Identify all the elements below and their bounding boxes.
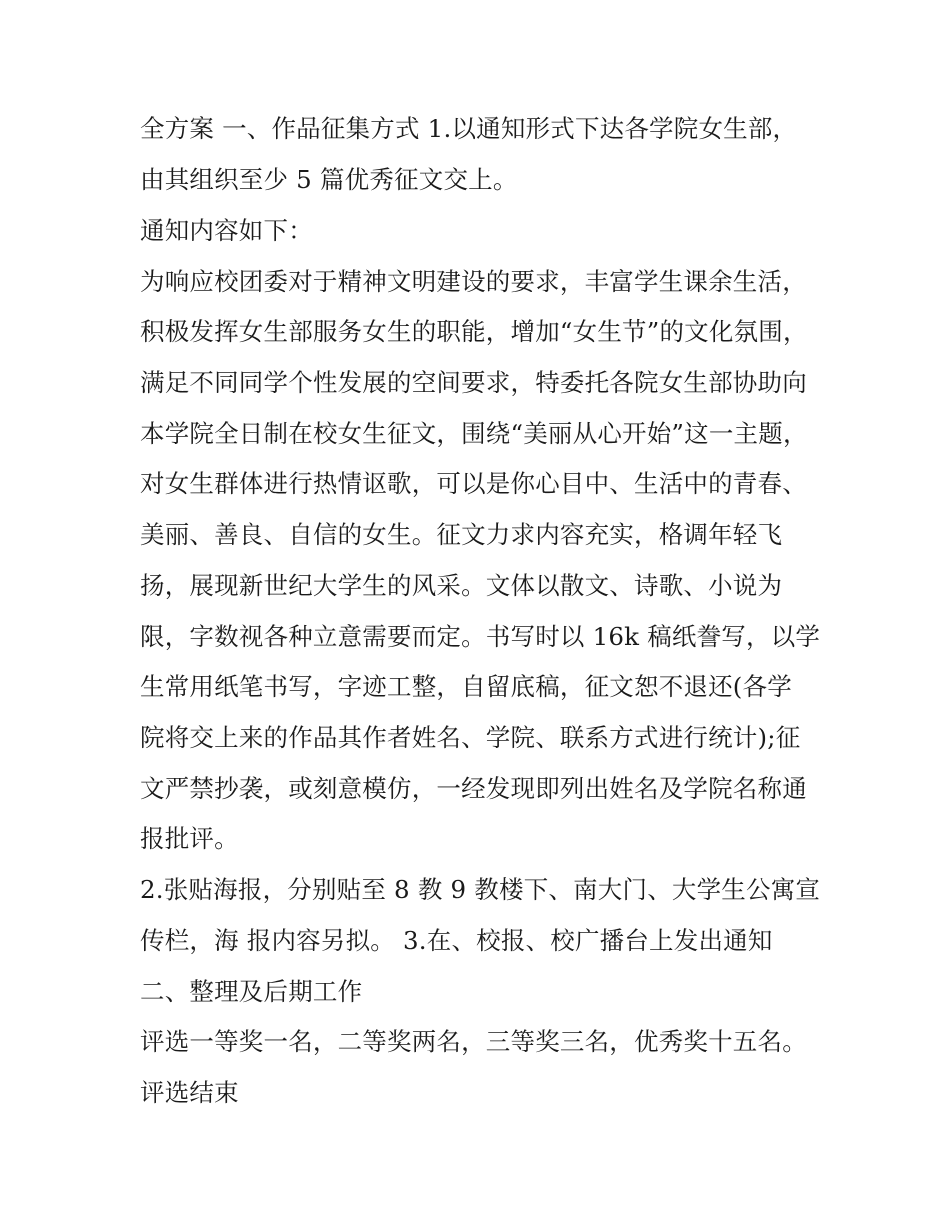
text-line: 本学院全日制在校女生征文，围绕“美丽从心开始”这一主题， bbox=[140, 419, 808, 448]
text-line: 扬，展现新世纪大学生的风采。文体以散文、诗歌、小说为 bbox=[140, 571, 783, 600]
text-line: 积极发挥女生部服务女生的职能，增加“女生节”的文化氛围， bbox=[140, 317, 808, 346]
text-line: 传栏，海 报内容另拟。 3.在、校报、校广播台上发出通知 bbox=[140, 926, 773, 955]
text-line: 生常用纸笔书写，字迹工整，自留底稿，征文恕不退还(各学 bbox=[140, 672, 792, 701]
text-line: 通知内容如下： bbox=[140, 216, 313, 245]
text-line: 院将交上来的作品其作者姓名、学院、联系方式进行统计);征 bbox=[140, 723, 801, 752]
text-line: 满足不同同学个性发展的空间要求，特委托各院女生部协助向 bbox=[140, 368, 807, 397]
section-heading: 二、整理及后期工作 bbox=[140, 977, 363, 1006]
text-line: 由其组织至少 5 篇优秀征文交上。 bbox=[140, 165, 518, 194]
text-line: 2.张贴海报，分别贴至 8 教 9 教楼下、南大门、大学生公寓宣 bbox=[140, 875, 821, 904]
text-line: 报批评。 bbox=[140, 824, 239, 853]
text-line: 对女生群体进行热情讴歌，可以是你心目中、生活中的青春、 bbox=[140, 469, 807, 498]
text-line: 文严禁抄袭，或刻意模仿，一经发现即列出姓名及学院名称通 bbox=[140, 774, 807, 803]
text-line: 评选一等奖一名，二等奖两名，三等奖三名，优秀奖十五名。 bbox=[140, 1027, 807, 1056]
text-line: 为响应校团委对于精神文明建设的要求，丰富学生课余生活， bbox=[140, 267, 807, 296]
text-line: 限，字数视各种立意需要而定。书写时以 16k 稿纸誊写，以学 bbox=[140, 622, 821, 651]
text-line: 美丽、善良、自信的女生。征文力求内容充实，格调年轻飞 bbox=[140, 520, 783, 549]
text-line: 全方案 一、作品征集方式 1.以通知形式下达各学院女生部， bbox=[140, 114, 798, 143]
text-line: 评选结束 bbox=[140, 1078, 239, 1107]
